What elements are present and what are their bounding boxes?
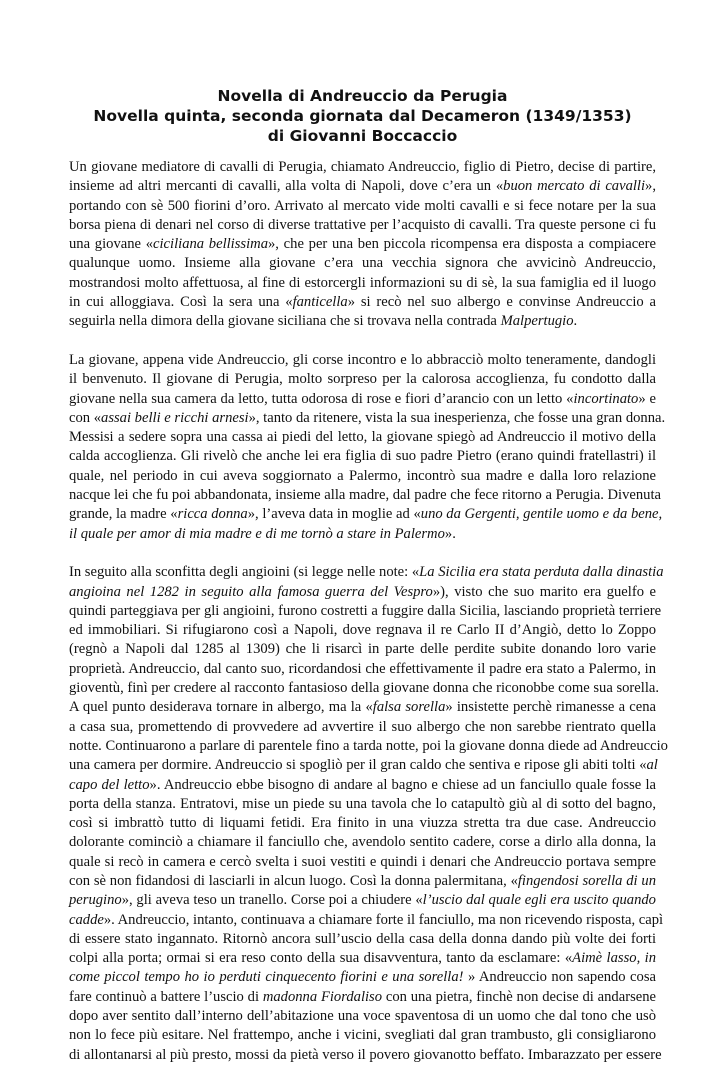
text-line [69,216,656,235]
text-line [69,602,662,621]
text-run: ». Andreuccio, intanto, continuava a chiamare forte il fanciullo, ma non ricevendo risposta, capì [103,911,664,928]
text-run: proprietà. Andreuccio, dal canto suo, ricordandosi che effettivamente il padre era stato a Palermo, in [69,660,656,677]
text-run: nacque lei che fu poi abbandonata, insieme alla madre, dal padre che fece ritorno a Perugia. Divenuta [69,487,662,504]
italic-quote: uno da Gergenti, gentile uomo e da bene, [420,506,663,523]
text-line [69,254,656,273]
text-run: con sè non fidandosi di lasciarli in alcun luogo. Così la donna palermitana, « [69,872,518,889]
text-run: non lo fece più esitare. Nel frattempo, anche i vicini, svegliati dal gran trambusto, gli consigliarono [69,1027,656,1044]
italic-quote: capo del letto [69,776,150,793]
text-line [69,698,656,717]
text-run: dopo aver sentito dall’interno dell’abitazione una voce spaventosa di un uomo che dal tono che usò [69,1008,656,1025]
text-line [69,1026,656,1045]
text-run: gioventù, finì per credere al racconto fantasioso della giovane donna che riconobbe come sua sorella. [69,680,659,697]
italic-quote: ricca donna [177,506,248,523]
text-run: » insistette perchè rimanesse a cena [445,699,657,716]
text-run: ». Andreuccio ebbe bisogno di andare al bagno e chiese ad un fanciullo quale fosse la [149,776,656,793]
text-run: », gli aveva teso un tranello. Corse poi a chiudere « [121,892,423,909]
text-line [69,930,656,949]
text-line [69,197,656,216]
text-run: borsa piena di denari nel corso di diverse trattative per l’acquisto di cavalli. Tra queste persone ci fu [69,216,656,233]
text-line [69,872,656,891]
text-run: calda accoglienza. Gli rivelò che anche lei era figlia di suo padre Pietro (erano quindi fratellastri) il [69,448,656,465]
text-line [69,718,656,737]
italic-quote: angioina nel 1282 in seguito alla famosa guerra del Vespro [69,583,433,600]
text-run: di allontanarsi al più presto, mossi da pietà verso il povero giovanotto beffato. Imbarazzato per essere [69,1046,662,1063]
text-run: . [573,313,578,330]
italic-quote: come piccol tempo ho io perduti cinquecento fiorini e una sorella! [69,969,464,986]
text-line [69,486,662,505]
text-run: colpi alla porta; ormai si era reso conto della sua disavventura, tanto da esclamare: « [69,950,573,967]
text-line [69,467,656,486]
text-line [69,968,656,987]
text-line [69,274,656,293]
italic-quote: Aimè lasso, in [572,950,656,967]
italic-quote: falsa sorella [372,699,446,716]
italic-quote: fingendosi sorella di un [517,872,656,889]
text-line [69,1007,656,1026]
text-line [69,505,663,524]
text-run: grande, la madre « [69,506,178,523]
italic-quote: fanticella [292,294,348,311]
text-line [69,409,666,428]
text-line [69,177,656,196]
italic-quote: ciciliana bellissima [153,236,268,253]
text-run: dolorante cominciò a chiamare il fanciullo che, avendolo sentito cadere, corse a dirlo alla donna, la [69,834,656,851]
text-line [69,1046,662,1065]
text-line [69,293,656,312]
text-run: » si recò nel suo albergo e convinse Andreuccio a [347,294,656,311]
text-line [69,679,659,698]
text-run: giovane nella sua camera da letto, tutta odorosa di rose e fiori d’arancio con un letto « [69,390,574,407]
italic-quote: l’uscio dal quale egli era uscito quando [422,892,656,909]
text-run: Un giovane mediatore di cavalli di Perugia, chiamato Andreuccio, figlio di Pietro, decise di partire, [69,159,656,175]
text-line [69,370,656,389]
text-run: portando con sè 500 fiorini d’oro. Arrivato al mercato vide molti cavalli e si fece notare per la sua [69,197,656,214]
italic-quote: La Sicilia era stata perduta dalla dinastia [419,564,664,581]
text-run: » e [638,390,656,407]
text-line [69,312,656,331]
text-run: una camera per dormire. Andreuccio si spogliò per il gran caldo che sentiva e ripose gli abiti tolti « [69,757,647,774]
text-run: con « [69,409,102,426]
text-run: notte. Continuarono a parlare di parentele fino a tarda notte, poi la giovane donna diede ad Andreuccio [69,737,668,754]
text-run: » Andreuccio non sapendo cosa [463,969,656,986]
title-line-1: Novella di Andreuccio da Perugia [217,87,508,105]
paragraph-1 [69,158,656,332]
title-line-2: Novella quinta, seconda giornata dal Decameron (1349/1353) [93,107,632,125]
text-run: », [645,178,656,195]
text-line [69,447,656,466]
text-run: In seguito alla sconfitta degli angioini (si legge nelle note: « [69,564,420,581]
text-line [69,911,664,930]
document-body [69,158,668,1084]
text-run: quale, nel periodo in cui aveva soggiornato a Palermo, incontrò sua madre e dalla loro relazione [69,467,656,484]
italic-quote: madonna Fiordaliso [262,988,383,1005]
text-run: seguirla nella dimora della giovane siciliana che si trovava nella contrada [69,313,501,330]
text-line [69,891,656,910]
text-run: con una pietra, finchè non decise di andarsene [382,988,656,1005]
text-run: quindi parteggiava per gli angioini, furono costretti a fuggire dalla Sicilia, lasciando proprietà terriere [69,602,662,619]
text-line [69,235,656,254]
text-run: », l’aveva data in moglie ad « [247,506,421,523]
text-line [69,428,656,447]
italic-quote: buon mercato di cavalli [503,178,646,195]
text-run: insieme ad altri mercanti di cavalli, alla volta di Napoli, dove c’era un « [69,178,504,195]
text-run: qualunque uomo. Insieme alla giovane c’era una vecchia signora che avvicinò Andreuccio, [69,255,656,272]
text-run: », tanto da ritenere, vista la sua inesperienza, che fosse una gran donna. [248,409,666,426]
text-run: a casa sua, promettendo di provvedere ad avvertire il suo albergo che non sarebbe rientrato quella [69,718,656,735]
text-line [69,737,668,756]
text-line [69,833,656,852]
paragraph-3 [69,563,668,1065]
text-run: così si imbrattò tutto di liquami fetidi. Era finito in una viuzza stretta tra due case. Andreuccio [69,815,656,832]
text-line [69,563,664,582]
text-run: »), visto che suo marito era guelfo e [432,583,657,600]
text-run: di essere stato ingannato. Ritornò ancora sull’uscio della casa della donna dando più volte dei forti [69,930,656,947]
text-run: ». [444,525,456,542]
document-title [0,86,725,146]
text-run: il benvenuto. Il giovane di Perugia, molto sorpreso per la calorosa accoglienza, fu condotto dalla [69,371,656,388]
text-line [69,949,656,968]
text-line [69,583,656,602]
paragraph-2 [69,351,666,544]
text-line [69,621,656,640]
italic-quote: perugino [69,892,122,909]
text-run: mostrandosi molto affettuosa, al fine di estorcergli informazioni su di sè, la sua famiglia ed il luogo [69,274,656,291]
text-run: Messisi a sedere sopra una cassa ai piedi del letto, la giovane spiegò ad Andreuccio il motivo della [69,429,656,446]
text-line [69,853,656,872]
text-line [69,795,656,814]
italic-quote: al [646,757,658,774]
text-run: (regnò a Napoli dal 1285 al 1309) che li risarcì in parte delle perdite subite donando loro varie [69,641,656,658]
text-line [69,660,656,679]
text-run: quale si recò in camera e cercò svelta i suoi vestiti e quindi i denari che Andreuccio portava sempre [69,853,656,870]
italic-quote: assai belli e ricchi arnesi [101,409,249,426]
text-line [69,351,656,370]
text-line [69,756,656,775]
text-line [69,988,656,1007]
text-run: », che per una ben piccola ricompensa era disposta a compiacere [268,236,656,253]
italic-quote: Malpertugio [500,313,574,330]
text-line [69,776,656,795]
italic-quote: incortinato [573,390,639,407]
text-line [69,158,656,177]
text-line [69,640,656,659]
text-run: in cui alloggiava. Così la sera una « [69,294,293,311]
italic-quote: cadde [69,911,104,928]
text-run: una giovane « [69,236,154,253]
text-run: ed immobiliari. Si rifugiarono così a Napoli, dove regnava il re Carlo II d’Angiò, detto lo Zoppo [69,622,656,639]
title-line-3: di Giovanni Boccaccio [267,127,458,145]
text-run: A quel punto desiderava tornare in albergo, ma la « [69,699,373,716]
italic-quote: il quale per amor di mia madre e di me tornò a stare in Palermo [69,525,445,542]
text-run: fare continuò a battere l’uscio di [69,988,263,1005]
text-line [69,814,656,833]
text-line [69,390,656,409]
text-run: porta della stanza. Entratovi, mise un piede su una tavola che lo catapultò giù al di sotto del bagno, [69,795,656,812]
text-line [69,525,656,544]
text-run: La giovane, appena vide Andreuccio, gli corse incontro e lo abbracciò molto teneramente, dandogli [69,351,656,368]
